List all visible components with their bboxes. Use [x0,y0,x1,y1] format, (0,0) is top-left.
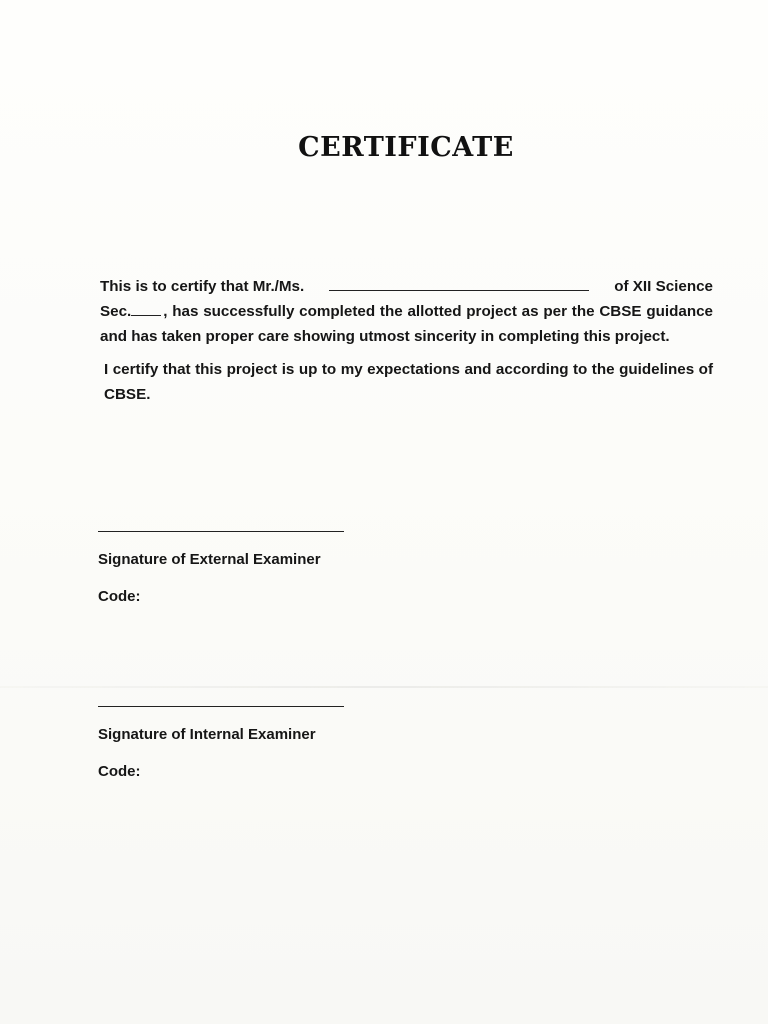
external-code-label: Code: [98,588,141,605]
section-blank [131,301,161,316]
external-signature-line [98,531,344,532]
certification-paragraph [100,274,713,349]
internal-code-label: Code: [98,763,141,780]
class-text: of XII Science [614,278,713,295]
certificate-body [100,274,713,407]
student-name-blank [329,276,589,291]
certificate-title: CERTIFICATE [298,132,514,163]
expectation-paragraph: I certify that this project is up to my expectations and according to the guidelines of CBSE. [104,361,713,403]
internal-signature-label: Signature of Internal Examiner [98,726,316,743]
paper-fold-line [0,686,768,688]
external-signature-label: Signature of External Examiner [98,551,321,568]
certify-lead-text: This is to certify that Mr./Ms. [100,278,305,295]
section-prefix-text: Sec. [100,303,132,320]
completion-text: , has successfully completed the allotted project as per the CBSE guidance and has taken proper care showing utmost sincerity in completing this project. [100,303,713,345]
first-line [100,274,713,299]
internal-signature-line [98,706,344,707]
